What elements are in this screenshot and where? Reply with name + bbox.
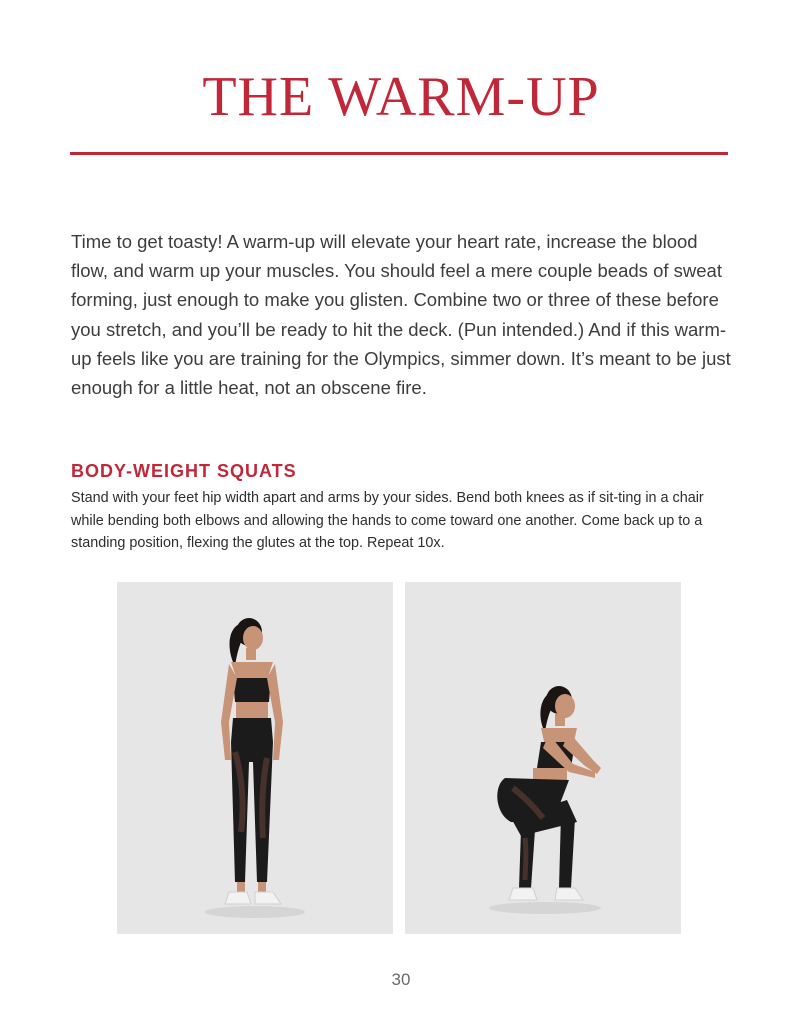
title-divider [70,152,728,155]
exercise-heading: BODY-WEIGHT SQUATS [71,461,297,481]
page-number: 30 [391,970,411,989]
standing-figure-illustration [117,582,393,934]
intro-paragraph: Time to get toasty! A warm-up will elevate your heart rate, increase the blood flow, and warm up your muscles. You should feel a mere couple beads of sweat forming, just enough to make you glisten. Combine two or three of these before you stretch, and you’ll be ready to hit the deck. (Pun intended.) And if this warm-up feels like you are training for the Olympics, simmer down. It’s meant to be just enough for a little heat, not an obscene fire. [71,231,731,399]
page-title: THE WARM-UP [202,66,600,128]
squatting-pose-photo [405,582,681,934]
squatting-figure-illustration [405,582,681,934]
standing-pose-photo [117,582,393,934]
exercise-description: Stand with your feet hip width apart and arms by your sides. Bend both knees as if sit-ting in a chair while bending both elbows and allowing the hands to come toward one another. Come back up to a standing position, flexing the glutes at the top. Repeat 10x. [71,490,704,552]
